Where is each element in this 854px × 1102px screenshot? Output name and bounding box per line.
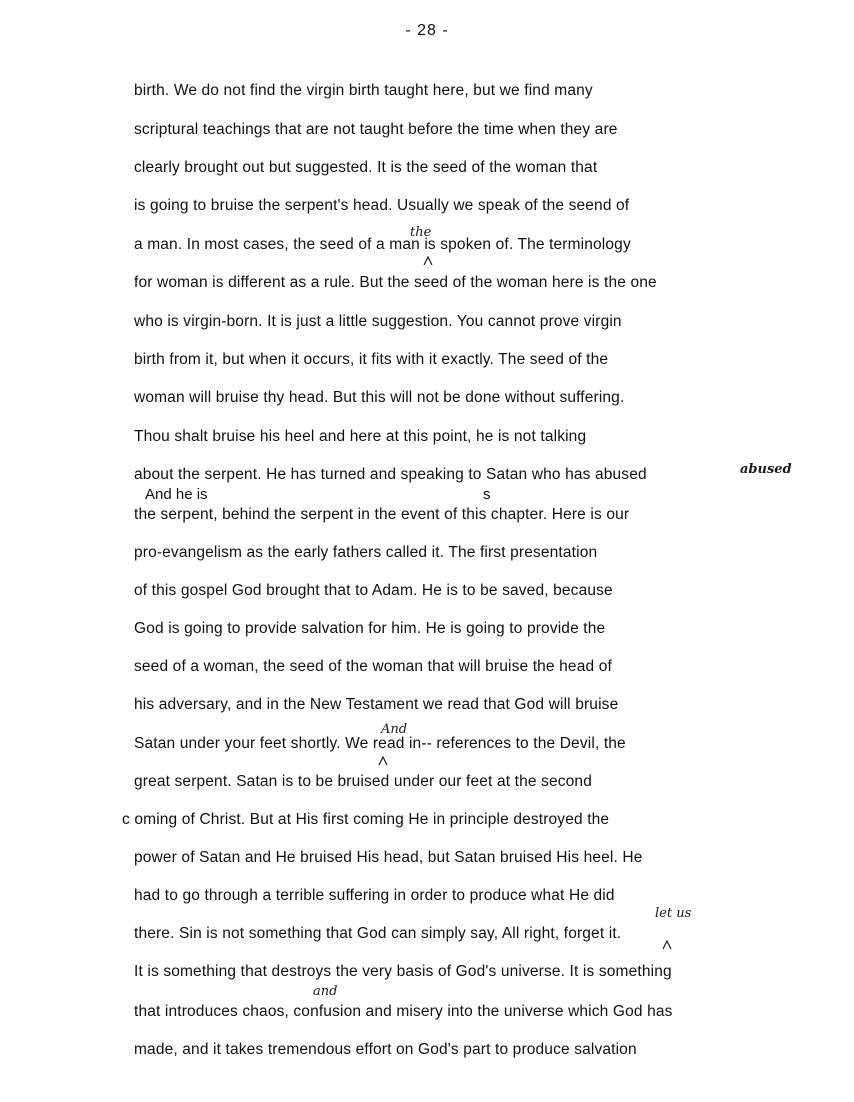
text-line: of this gospel God brought that to Adam. He is to be saved, because — [134, 582, 613, 599]
text-line: his adversary, and in the New Testament we read that God will bruise — [134, 696, 619, 713]
text-line: a man. In most cases, the seed of a man is spoken of. The terminology — [134, 236, 631, 253]
text-line: great serpent. Satan is to be bruised under our feet at the second — [134, 773, 592, 790]
handwritten-annotation-and: And — [381, 722, 408, 737]
typed-insertion-s: s — [483, 486, 491, 503]
text-line: pro-evangelism as the early fathers called it. The first presentation — [134, 544, 598, 561]
handwritten-annotation-let-us: let us — [655, 906, 692, 921]
insertion-caret-icon — [378, 756, 388, 766]
text-line: Satan under your feet shortly. We read in-- references to the Devil, the — [134, 735, 626, 752]
text-line: Thou shalt bruise his heel and here at this point, he is not talking — [134, 428, 587, 445]
insertion-caret-icon — [423, 256, 433, 266]
text-line: clearly brought out but suggested. It is the seed of the woman that — [134, 159, 598, 176]
text-line: made, and it takes tremendous effort on God's part to produce salvation — [134, 1041, 637, 1058]
handwritten-annotation-the: the — [410, 225, 432, 240]
text-line: power of Satan and He bruised His head, but Satan bruised His heel. He — [134, 849, 643, 866]
page-number: - 28 - — [405, 22, 449, 39]
text-line: the serpent, behind the serpent in the event of this chapter. Here is our — [134, 506, 630, 523]
text-line: who is virgin-born. It is just a little suggestion. You cannot prove virgin — [134, 313, 622, 330]
handwritten-annotation-and: and — [313, 984, 338, 999]
text-line: had to go through a terrible suffering in order to produce what He did — [134, 887, 615, 904]
text-line: God is going to provide salvation for him. He is going to provide the — [134, 620, 606, 637]
text-line: woman will bruise thy head. But this will not be done without suffering. — [134, 389, 625, 406]
text-line: birth. We do not find the virgin birth taught here, but we find many — [134, 82, 593, 99]
typed-insertion-and-he-is: And he is — [145, 486, 208, 503]
text-line: that introduces chaos, confusion and misery into the universe which God has — [134, 1003, 673, 1020]
text-line: It is something that destroys the very basis of God's universe. It is something — [134, 963, 672, 980]
text-line: seed of a woman, the seed of the woman that will bruise the head of — [134, 658, 612, 675]
text-line: there. Sin is not something that God can simply say, All right, forget it. — [134, 925, 622, 942]
text-line: about the serpent. He has turned and speaking to Satan who has abused — [134, 466, 647, 483]
text-line: for woman is different as a rule. But the seed of the woman here is the one — [134, 274, 657, 291]
text-line: scriptural teachings that are not taught before the time when they are — [134, 121, 618, 138]
text-line: c oming of Christ. But at His first coming He in principle destroyed the — [122, 811, 610, 828]
text-line: birth from it, but when it occurs, it fits with it exactly. The seed of the — [134, 351, 609, 368]
text-line: is going to bruise the serpent's head. Usually we speak of the seend of — [134, 197, 630, 214]
insertion-caret-icon — [662, 940, 672, 950]
handwritten-annotation-abused: abused — [740, 462, 792, 477]
